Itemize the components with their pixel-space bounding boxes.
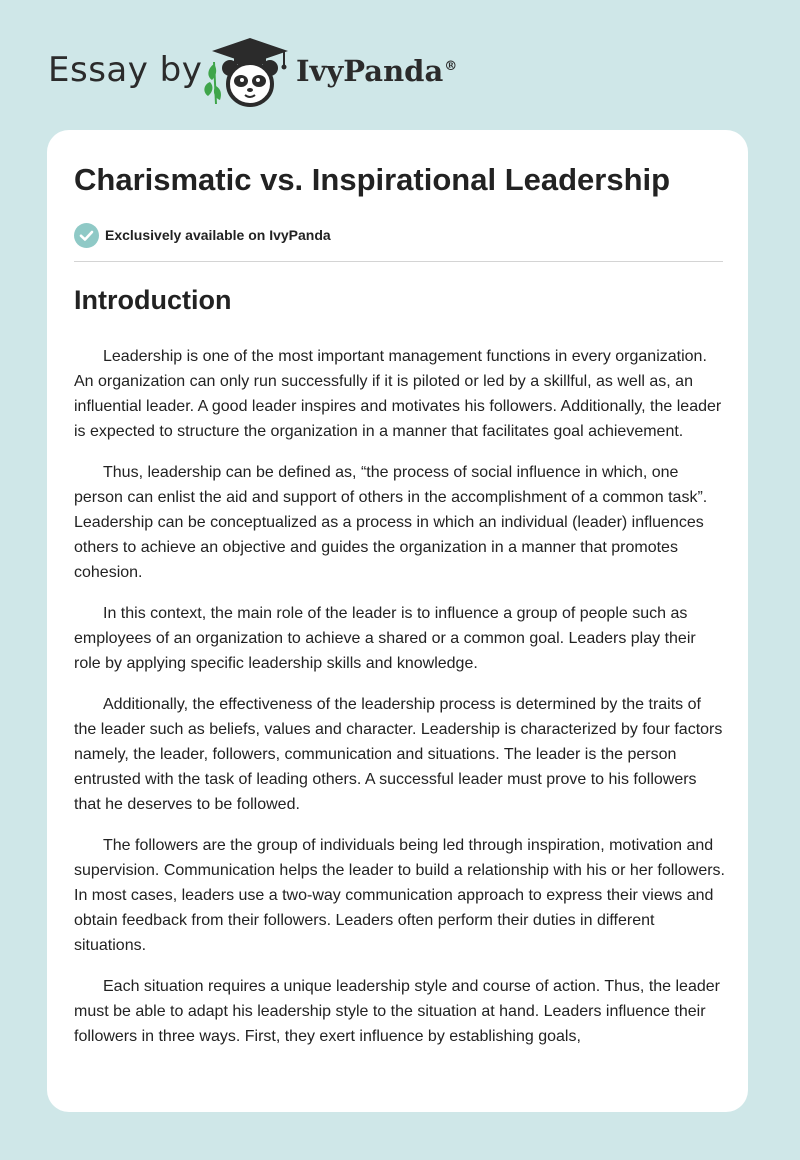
section-heading: Introduction (74, 285, 232, 315)
paragraph: Thus, leadership can be defined as, “the process of social influence in which, one person can enlist the aid and support of others in the accomplishment of a common task”. Leadership can be conceptualized as a process in which an individual (leader) influences others to achieve an objective and guides the organization in a manner that promotes cohesion. (74, 464, 708, 581)
ivy-leaf-icon (204, 62, 221, 104)
essay-body (74, 344, 726, 1065)
exclusive-badge (74, 222, 331, 248)
paragraph: Additionally, the effectiveness of the leadership process is determined by the traits of the leader such as beliefs, values and character. Leadership is characterized by four factors namely, the leader, followers, communication and situations. The leader is the person entrusted with the task of leading others. A successful leader must prove to his followers that he deserves to be followed. (74, 696, 723, 813)
paragraph: Each situation requires a unique leadership style and course of action. Thus, the leader must be able to adapt his leadership style to the situation at hand. Leaders influence their followers in three ways. First, they exert influence by establishing goals, (74, 978, 720, 1045)
site-header (0, 0, 800, 120)
paragraph: Leadership is one of the most important management functions in every organization. An organization can only run successfully if it is piloted or led by a skillful, as well as, an influential leader. A good leader inspires and motivates his followers. Additionally, the leader is expected to structure the organization in a manner that facilitates goal achievement. (74, 348, 722, 440)
essay-by-label: Essay by (48, 50, 203, 90)
paragraph: The followers are the group of individuals being led through inspiration, motivation and supervision. Communication helps the leader to build a relationship with his or her followers. In most cases, leaders use a two-way communication approach to express their views and obtain feedback from their followers. Leaders often perform their duties in different situations. (74, 837, 725, 954)
exclusive-label: Exclusively available on IvyPanda (105, 227, 331, 243)
essay-card (47, 130, 748, 1112)
page-title: Charismatic vs. Inspirational Leadership (74, 162, 671, 197)
check-icon (74, 223, 99, 248)
registered-mark: ® (444, 59, 458, 75)
panda-graduation-cap-icon[interactable] (200, 34, 296, 110)
title-divider (74, 261, 723, 262)
paragraph: In this context, the main role of the leader is to influence a group of people such as employees of an organization to achieve a shared or a common goal. Leaders play their role by applying specific leadership skills and knowledge. (74, 605, 696, 672)
brand-name-text: IvyPanda (296, 54, 444, 88)
brand-name[interactable] (296, 54, 457, 88)
